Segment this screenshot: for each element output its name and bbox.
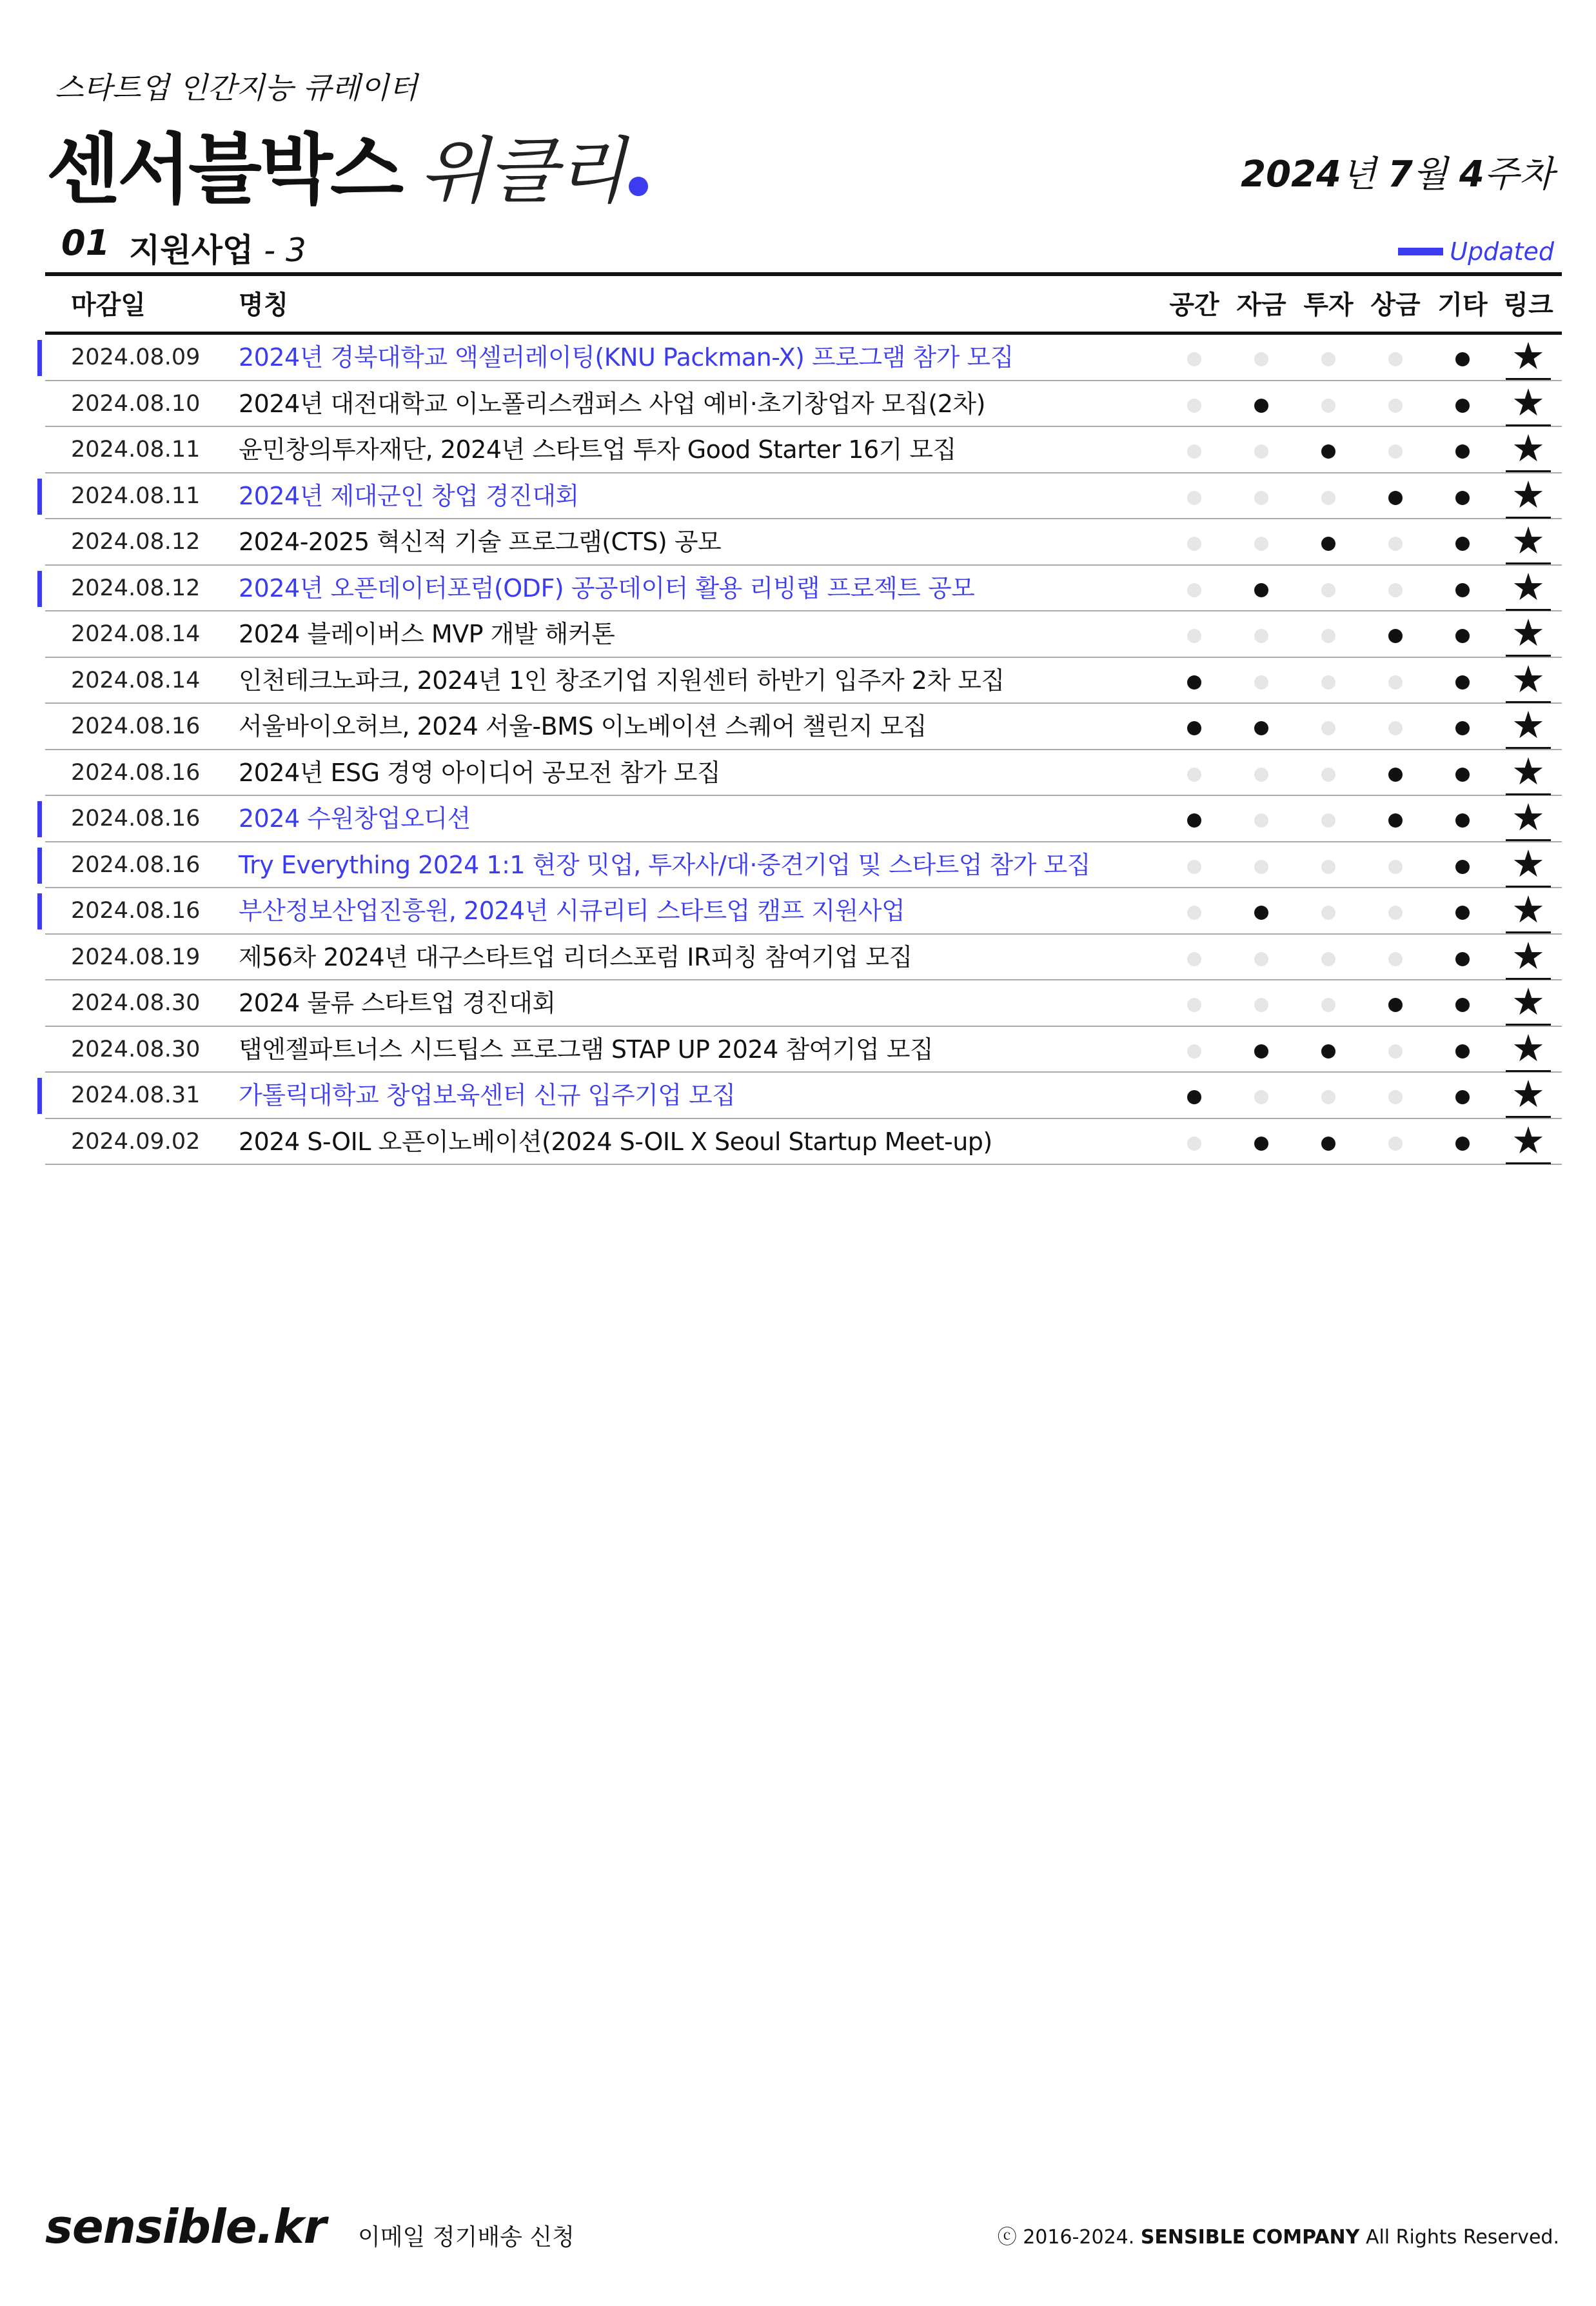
row-deadline: 2024.08.16 [71,759,201,786]
table-row [45,566,1562,612]
flag-etc-dot-icon [1455,998,1470,1012]
issue-week: 4 [1459,154,1484,195]
link-star-icon[interactable]: ★ [1506,566,1551,611]
flag-etc-dot-icon [1455,906,1470,920]
updated-legend [1398,237,1554,266]
table-row [45,1119,1562,1166]
table-body [45,335,1562,1165]
row-name[interactable]: Try Everything 2024 1:1 현장 밋업, 투자사/대·중견기업 및 스타트업 참가 모집 [239,850,1090,879]
flag-fund-dot-icon [1254,537,1268,551]
row-name[interactable]: 2024 물류 스타트업 경진대회 [239,989,556,1017]
flag-etc-dot-icon [1455,583,1470,597]
table-row [45,842,1562,889]
flag-etc-dot-icon [1455,352,1470,366]
table-row [45,519,1562,566]
updated-marker [37,1078,42,1114]
flag-etc-dot-icon [1455,813,1470,828]
subtitle: 스타트업 인간지능 큐레이터 [55,70,418,105]
issue-year: 2024 [1241,154,1342,195]
flag-invest-dot-icon [1321,952,1335,966]
flag-fund-dot-icon [1254,629,1268,643]
row-deadline: 2024.08.14 [71,621,201,647]
row-name[interactable]: 2024년 제대군인 창업 경진대회 [239,481,579,510]
updated-marker [37,340,42,376]
issue-date [1241,146,1554,197]
flag-invest-dot-icon [1321,352,1335,366]
flag-space-dot-icon [1187,444,1201,459]
flag-fund-dot-icon [1254,1137,1268,1151]
flag-space-dot-icon [1187,675,1201,690]
col-fund: 자금 [1236,290,1286,320]
flag-fund-dot-icon [1254,491,1268,505]
flag-fund-dot-icon [1254,813,1268,828]
footer-brand[interactable]: sensible.kr [45,2200,326,2254]
updated-legend-label: Updated [1450,237,1554,266]
link-star-icon[interactable]: ★ [1506,1027,1551,1072]
row-name[interactable]: 2024 수원창업오디션 [239,804,471,833]
row-name[interactable]: 2024 블레이버스 MVP 개발 해커톤 [239,620,615,648]
rights-text: All Rights Reserved. [1365,2226,1559,2249]
link-star-icon[interactable]: ★ [1506,658,1551,703]
flag-prize-dot-icon [1388,906,1403,920]
brand-dot-icon [629,177,648,196]
flag-invest-dot-icon [1321,906,1335,920]
table-row [45,381,1562,428]
flag-fund-dot-icon [1254,768,1268,782]
flag-fund-dot-icon [1254,675,1268,690]
copyright [998,2221,1559,2249]
flag-invest-dot-icon [1321,675,1335,690]
row-name[interactable]: 제56차 2024년 대구스타트업 리더스포럼 IR피칭 참여기업 모집 [239,942,912,971]
row-deadline: 2024.08.11 [71,437,201,462]
flag-invest-dot-icon [1321,629,1335,643]
flag-fund-dot-icon [1254,998,1268,1012]
flag-invest-dot-icon [1321,491,1335,505]
updated-marker [37,801,42,837]
flag-invest-dot-icon [1321,813,1335,828]
flag-invest-dot-icon [1321,399,1335,413]
row-deadline: 2024.08.11 [71,482,201,509]
flag-prize-dot-icon [1388,813,1403,828]
flag-fund-dot-icon [1254,352,1268,366]
row-deadline: 2024.09.02 [71,1128,201,1155]
flag-prize-dot-icon [1388,675,1403,690]
flag-fund-dot-icon [1254,906,1268,920]
row-deadline: 2024.08.30 [71,1036,201,1062]
row-name[interactable]: 2024년 대전대학교 이노폴리스캠퍼스 사업 예비·초기창업자 모집(2차) [239,389,985,418]
link-star-icon[interactable]: ★ [1506,980,1551,1026]
row-name[interactable]: 가톨릭대학교 창업보육센터 신규 입주기업 모집 [239,1081,736,1109]
issue-year-unit: 년 [1341,154,1377,195]
flag-etc-dot-icon [1455,629,1470,643]
flag-space-dot-icon [1187,1044,1201,1059]
flag-fund-dot-icon [1254,860,1268,874]
flag-prize-dot-icon [1388,1044,1403,1059]
flag-space-dot-icon [1187,629,1201,643]
link-star-icon[interactable]: ★ [1506,335,1551,380]
flag-prize-dot-icon [1388,860,1403,874]
flag-prize-dot-icon [1388,1137,1403,1151]
flag-invest-dot-icon [1321,583,1335,597]
row-name[interactable]: 부산정보산업진흥원, 2024년 시큐리티 스타트업 캠프 지원사업 [239,897,905,925]
flag-space-dot-icon [1187,860,1201,874]
flag-fund-dot-icon [1254,399,1268,413]
flag-prize-dot-icon [1388,583,1403,597]
flag-etc-dot-icon [1455,1090,1470,1104]
link-star-icon[interactable]: ★ [1506,427,1551,472]
flag-prize-dot-icon [1388,629,1403,643]
flag-prize-dot-icon [1388,491,1403,505]
link-star-icon[interactable]: ★ [1506,1119,1551,1164]
flag-space-dot-icon [1187,352,1201,366]
link-star-icon[interactable]: ★ [1506,381,1551,426]
flag-space-dot-icon [1187,813,1201,828]
flag-fund-dot-icon [1254,721,1268,735]
row-deadline: 2024.08.16 [71,806,201,831]
row-deadline: 2024.08.12 [71,529,201,555]
flag-fund-dot-icon [1254,952,1268,966]
row-deadline: 2024.08.12 [71,575,201,601]
row-deadline: 2024.08.16 [71,713,201,739]
flag-invest-dot-icon [1321,998,1335,1012]
flag-etc-dot-icon [1455,399,1470,413]
flag-etc-dot-icon [1455,444,1470,459]
flag-invest-dot-icon [1321,721,1335,735]
flag-etc-dot-icon [1455,675,1470,690]
row-deadline: 2024.08.14 [71,667,201,693]
flag-prize-dot-icon [1388,444,1403,459]
row-name[interactable]: 2024-2025 혁신적 기술 프로그램(CTS) 공모 [239,528,722,556]
flag-space-dot-icon [1187,1137,1201,1151]
col-etc: 기타 [1437,290,1488,320]
flag-etc-dot-icon [1455,1137,1470,1151]
link-star-icon[interactable]: ★ [1506,611,1551,657]
flag-etc-dot-icon [1455,491,1470,505]
flag-etc-dot-icon [1455,952,1470,966]
flag-invest-dot-icon [1321,1090,1335,1104]
updated-marker [37,479,42,515]
table-row [45,1073,1562,1119]
table-row [45,473,1562,520]
flag-fund-dot-icon [1254,444,1268,459]
col-deadline: 마감일 [71,290,146,320]
section-title [129,224,306,271]
row-name[interactable]: 인천테크노파크, 2024년 1인 창조기업 지원센터 하반기 입주자 2차 모집 [239,666,1005,695]
flag-prize-dot-icon [1388,721,1403,735]
flag-prize-dot-icon [1388,352,1403,366]
table-row [45,611,1562,658]
flag-etc-dot-icon [1455,721,1470,735]
row-name[interactable]: 2024 S-OIL 오픈이노베이션(2024 S-OIL X Seoul Startup Meet-up) [239,1127,992,1156]
table-top-rule [45,272,1562,276]
section-number: 01 [61,223,110,263]
link-star-icon[interactable]: ★ [1506,704,1551,749]
flag-etc-dot-icon [1455,1044,1470,1059]
company-name: SENSIBLE COMPANY [1140,2226,1360,2249]
row-name[interactable]: 탭엔젤파트너스 시드팁스 프로그램 STAP UP 2024 참여기업 모집 [239,1035,934,1064]
flag-invest-dot-icon [1321,860,1335,874]
table-row [45,888,1562,935]
table-row [45,704,1562,750]
flag-space-dot-icon [1187,537,1201,551]
flag-prize-dot-icon [1388,537,1403,551]
row-deadline: 2024.08.19 [71,944,201,970]
link-star-icon[interactable]: ★ [1506,1073,1551,1118]
issue-week-unit: 주차 [1484,154,1554,195]
row-deadline: 2024.08.30 [71,990,201,1016]
row-name[interactable]: 윤민창의투자재단, 2024년 스타트업 투자 Good Starter 16기 모집 [239,435,956,464]
flag-invest-dot-icon [1321,768,1335,782]
flag-fund-dot-icon [1254,583,1268,597]
col-space: 공간 [1169,290,1219,320]
flag-space-dot-icon [1187,906,1201,920]
table-row [45,427,1562,473]
issue-month-unit: 월 [1412,154,1448,195]
row-name[interactable]: 2024년 경북대학교 액셀러레이팅(KNU Packman-X) 프로그램 참가 모집 [239,343,1014,372]
table-row [45,935,1562,981]
row-deadline: 2024.08.16 [71,851,201,878]
col-invest: 투자 [1303,290,1354,320]
flag-prize-dot-icon [1388,399,1403,413]
col-link: 링크 [1503,290,1553,320]
flag-etc-dot-icon [1455,768,1470,782]
flag-fund-dot-icon [1254,1090,1268,1104]
updated-marker [37,848,42,884]
updated-marker [37,893,42,929]
section-title-text: 지원사업 [129,232,254,269]
flag-space-dot-icon [1187,721,1201,735]
copyright-prefix: ⓒ 2016-2024. [997,2226,1135,2249]
table-header [45,277,1562,333]
link-star-icon[interactable]: ★ [1506,750,1551,795]
brand-title [46,108,648,214]
flag-space-dot-icon [1187,768,1201,782]
row-deadline: 2024.08.31 [71,1082,201,1108]
flag-fund-dot-icon [1254,1044,1268,1059]
row-name[interactable]: 2024년 ESG 경영 아이디어 공모전 참가 모집 [239,758,721,787]
updated-marker [37,571,42,607]
flag-invest-dot-icon [1321,537,1335,551]
link-star-icon[interactable]: ★ [1506,519,1551,564]
flag-space-dot-icon [1187,583,1201,597]
table-row [45,750,1562,797]
row-name[interactable]: 2024년 오픈데이터포럼(ODF) 공공데이터 활용 리빙랩 프로젝트 공모 [239,573,975,602]
issue-month: 7 [1387,154,1413,195]
link-star-icon[interactable]: ★ [1506,935,1551,980]
table-row [45,796,1562,842]
brand-bold: 센서블박스 [46,125,401,214]
flag-invest-dot-icon [1321,1137,1335,1151]
flag-etc-dot-icon [1455,860,1470,874]
flag-invest-dot-icon [1321,444,1335,459]
flag-space-dot-icon [1187,998,1201,1012]
section-part: - 3 [253,232,306,269]
flag-prize-dot-icon [1388,998,1403,1012]
flag-space-dot-icon [1187,491,1201,505]
link-star-icon[interactable]: ★ [1506,796,1551,841]
link-star-icon[interactable]: ★ [1506,473,1551,519]
table-row [45,658,1562,704]
col-name: 명칭 [239,290,289,320]
table-row [45,980,1562,1027]
brand-light: 위클리 [419,130,625,214]
link-star-icon[interactable]: ★ [1506,888,1551,933]
flag-prize-dot-icon [1388,1090,1403,1104]
flag-space-dot-icon [1187,1090,1201,1104]
table-row [45,335,1562,381]
flag-etc-dot-icon [1455,537,1470,551]
row-deadline: 2024.08.10 [71,390,201,417]
row-name[interactable]: 서울바이오허브, 2024 서울-BMS 이노베이션 스퀘어 챌린지 모집 [239,712,927,741]
subscribe-link[interactable]: 이메일 정기배송 신청 [358,2224,575,2251]
flag-prize-dot-icon [1388,768,1403,782]
link-star-icon[interactable]: ★ [1506,842,1551,888]
flag-prize-dot-icon [1388,952,1403,966]
row-deadline: 2024.08.09 [71,344,201,370]
col-prize: 상금 [1370,290,1421,320]
flag-space-dot-icon [1187,399,1201,413]
row-deadline: 2024.08.16 [71,898,201,924]
flag-invest-dot-icon [1321,1044,1335,1059]
flag-space-dot-icon [1187,952,1201,966]
table-row [45,1027,1562,1073]
updated-swatch-icon [1398,248,1443,255]
